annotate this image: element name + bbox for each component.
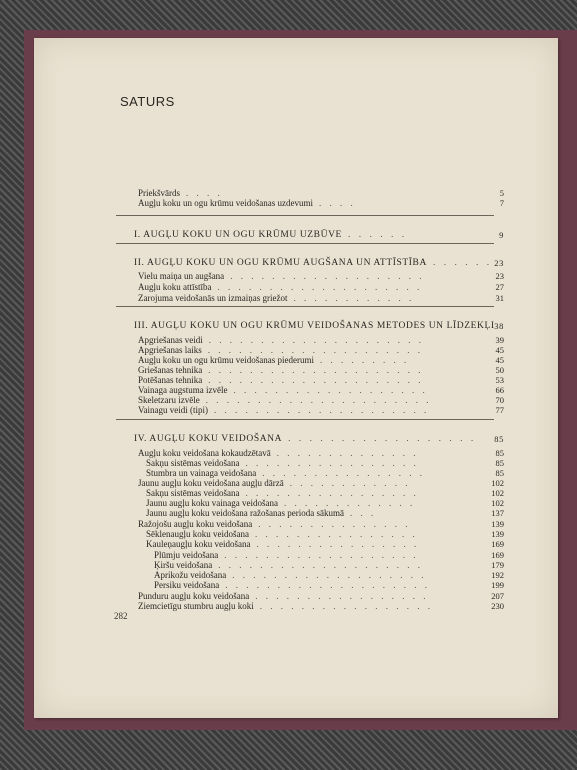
section-divider	[116, 306, 494, 307]
page-number: 282	[114, 611, 128, 621]
toc-page-number: 5	[499, 188, 504, 198]
toc-page-number: 39	[495, 335, 504, 345]
toc-section-heading	[134, 321, 558, 332]
toc-page-number: 7	[499, 198, 504, 208]
toc-entry-title: Ziemcietīgu stumbru augļu koki	[138, 601, 254, 611]
toc-page-number: 85	[495, 468, 504, 478]
book-page	[34, 38, 558, 718]
toc-entry-title: Potēšanas tehnika	[138, 375, 203, 385]
toc-entry-title: Augļu koku un ogu krūmu veidošanas uzdevumi	[138, 198, 313, 208]
toc-entry-title: Augļu koku attīstība	[138, 282, 212, 292]
toc-leader-dots: . . . . . . . . . . . . . . . .	[256, 539, 420, 549]
toc-leader-dots: . . .	[349, 508, 377, 518]
toc-entry-title: Vainagu veidi (tipi)	[138, 405, 208, 415]
toc-leader-dots: . . . . . . . . . . . . . . .	[258, 519, 411, 529]
toc-leader-dots: . . . . . . . . . . . . . . . . . . .	[232, 570, 427, 580]
toc-leader-dots: . . . . . . . . . . . . . . . . . .	[288, 434, 477, 444]
toc-page-number: 169	[491, 539, 504, 549]
toc-entry-title: II. AUGĻU KOKU UN OGU KRŪMU AUGŠANA UN ATTĪSTĪBA	[134, 258, 427, 268]
toc-entry-title: Ķiršu veidošana	[154, 560, 213, 570]
toc-page-number: 102	[491, 478, 504, 488]
toc-entry	[138, 293, 558, 304]
toc-page-number: 27	[495, 282, 504, 292]
toc-entry	[138, 198, 558, 209]
toc-leader-dots: . . . . . . . . . . . . . . . . . . . . .	[208, 335, 424, 345]
toc-leader-dots: . . . .	[186, 188, 223, 198]
toc-entry	[138, 405, 558, 416]
toc-leader-dots: . . . . . .	[432, 258, 493, 268]
toc-page-number: 199	[491, 580, 504, 590]
toc-entry-title: Priekšvārds	[138, 188, 180, 198]
section-divider	[116, 215, 494, 216]
toc-leader-dots: . . . . . . . . . . . .	[289, 478, 411, 488]
toc-entry	[154, 580, 558, 591]
toc-page-number: 85	[495, 458, 504, 468]
section-divider	[116, 419, 494, 420]
toc-leader-dots: . . . . . . . . . . . . . . . . .	[245, 488, 419, 498]
toc-page-number: 230	[491, 601, 504, 611]
toc-entry-title: Persiku veidošana	[154, 580, 220, 590]
toc-page-number: 139	[491, 519, 504, 529]
toc-leader-dots: . . . .	[318, 198, 356, 208]
toc-page-number: 179	[491, 560, 504, 570]
toc-entry	[146, 539, 558, 550]
toc-page-number: 139	[491, 529, 504, 539]
toc-entry	[146, 508, 558, 519]
toc-section-heading	[134, 434, 558, 445]
toc-entry-title: Augļu koku un ogu krūmu veidošanas piederumi	[138, 355, 314, 365]
toc-entry	[138, 282, 558, 293]
toc-page-number: 207	[491, 591, 504, 601]
toc-page-number: 85	[494, 434, 504, 444]
toc-page-number: 38	[494, 321, 504, 331]
toc-leader-dots: . . . . . . . . . . . .	[293, 293, 415, 303]
toc-entry-title: IV. AUGĻU KOKU VEIDOŠANA	[134, 434, 283, 444]
toc-page-number: 23	[494, 258, 504, 268]
toc-entry-title: III. AUGĻU KOKU UN OGU KRŪMU VEIDOŠANAS METODES UN LĪDZEKĻI	[134, 321, 495, 331]
toc-leader-dots: . . . . . . . . . . . . . . . . . . .	[230, 271, 425, 281]
toc-leader-dots: . . . . . . . . . . . . . . . . . . .	[233, 385, 428, 395]
toc-entry-title: I. AUGĻU KOKU UN OGU KRŪMU UZBŪVE	[134, 230, 342, 240]
page-title: SATURS	[120, 94, 175, 109]
toc-entry-title: Sakņu sistēmas veidošana	[146, 458, 240, 468]
toc-leader-dots: . . . . . . . . . . . . .	[283, 498, 416, 508]
toc-entry-title: Jaunu augļu koku veidošana augļu dārzā	[138, 478, 284, 488]
toc-entry-title: Sēklenaugļu koku veidošana	[146, 529, 249, 539]
toc-section-heading	[134, 258, 558, 269]
toc-page-number: 70	[495, 395, 504, 405]
toc-leader-dots: . . . . . . . . . . . . . . . . .	[245, 458, 419, 468]
toc-entry	[138, 601, 558, 612]
toc-page-number: 137	[491, 508, 504, 518]
toc-entry-title: Ražojošu augļu koku veidošana	[138, 519, 253, 529]
toc-entry-title: Stumbra un vainaga veidošana	[146, 468, 257, 478]
toc-page-number: 9	[499, 230, 504, 240]
toc-entry-title: Jaunu augļu koku veidošana ražošanas perioda sākumā	[146, 508, 344, 518]
toc-page-number: 23	[495, 271, 504, 281]
toc-leader-dots: . . . . . . . . . . . . . . . . . . .	[224, 550, 419, 560]
toc-leader-dots: . . . . . . . . . . . . . . . . . . . .	[218, 560, 423, 570]
toc-page-number: 45	[495, 355, 504, 365]
toc-entry-title: Sakņu sistēmas veidošana	[146, 488, 240, 498]
toc-page-number: 77	[495, 405, 504, 415]
toc-entry-title: Skeletzaru izvēle	[138, 395, 200, 405]
toc-leader-dots: . . . . . . . . . . . . . . . . . . . . .	[208, 375, 424, 385]
toc-entry-title: Kauleņaugļu koku veidošana	[146, 539, 251, 549]
toc-page-number: 50	[495, 365, 504, 375]
toc-leader-dots: . . . . . . . . . . . . . . . .	[254, 529, 418, 539]
toc-leader-dots: . . . . . . . . . . . . . . . . . . . . .	[208, 365, 424, 375]
toc-entry-title: Vainaga augstuma izvēle	[138, 385, 228, 395]
toc-entry-title: Vielu maiņa un augšana	[138, 271, 225, 281]
toc-entry-title: Griešanas tehnika	[138, 365, 203, 375]
toc-leader-dots: . . . . . .	[347, 230, 408, 240]
toc-page-number: 102	[491, 498, 504, 508]
toc-entry-title: Aprikožu veidošana	[154, 570, 227, 580]
toc-page-number: 45	[495, 345, 504, 355]
toc-page-number: 192	[491, 570, 504, 580]
toc-entry-title: Apgriešanas laiks	[138, 345, 202, 355]
toc-leader-dots: . . . . . . . . . . . . . . . . . . . .	[225, 580, 430, 590]
toc-entry-title: Zarojuma veidošanās un izmaiņas griežot	[138, 293, 288, 303]
toc-page-number: 102	[491, 488, 504, 498]
toc-entry-title: Jaunu augļu koku vainaga veidošana	[146, 498, 278, 508]
toc-page-number: 85	[495, 448, 504, 458]
toc-entry-title: Apgriešanas veidi	[138, 335, 203, 345]
toc-leader-dots: . . . . . . . . . . . . . .	[276, 448, 419, 458]
toc-page-number: 66	[495, 385, 504, 395]
toc-entry-title: Punduru augļu koku veidošana	[138, 591, 250, 601]
toc-leader-dots: . . . . . . . . . . . . . . . . . . . . .	[213, 405, 430, 415]
toc-entry	[138, 271, 558, 282]
toc-leader-dots: . . . . . . . . . . . . . . . . .	[255, 591, 429, 601]
toc-leader-dots: . . . . . . . . . . . . . . . . . . . .	[217, 282, 423, 292]
section-divider	[116, 243, 494, 244]
toc-leader-dots: . . . . . . . . .	[319, 355, 410, 365]
toc-leader-dots: . . . . . . . . . . . . . . . . .	[259, 601, 433, 611]
toc-leader-dots: . . . . . . . . . . . . . . . . . . . . . .	[205, 395, 432, 405]
toc-page-number: 169	[491, 550, 504, 560]
toc-page-number: 53	[495, 375, 504, 385]
toc-leader-dots: . . . . . . . . . . . . . . . .	[262, 468, 425, 478]
toc-entry-title: Augļu koku veidošana kokaudzētavā	[138, 448, 271, 458]
toc-section-heading	[134, 230, 558, 241]
toc-leader-dots: . . . . . . . . . . . . . . . . . . . . .	[207, 345, 423, 355]
toc-entry-title: Plūmju veidošana	[154, 550, 219, 560]
toc-page-number: 31	[495, 293, 504, 303]
